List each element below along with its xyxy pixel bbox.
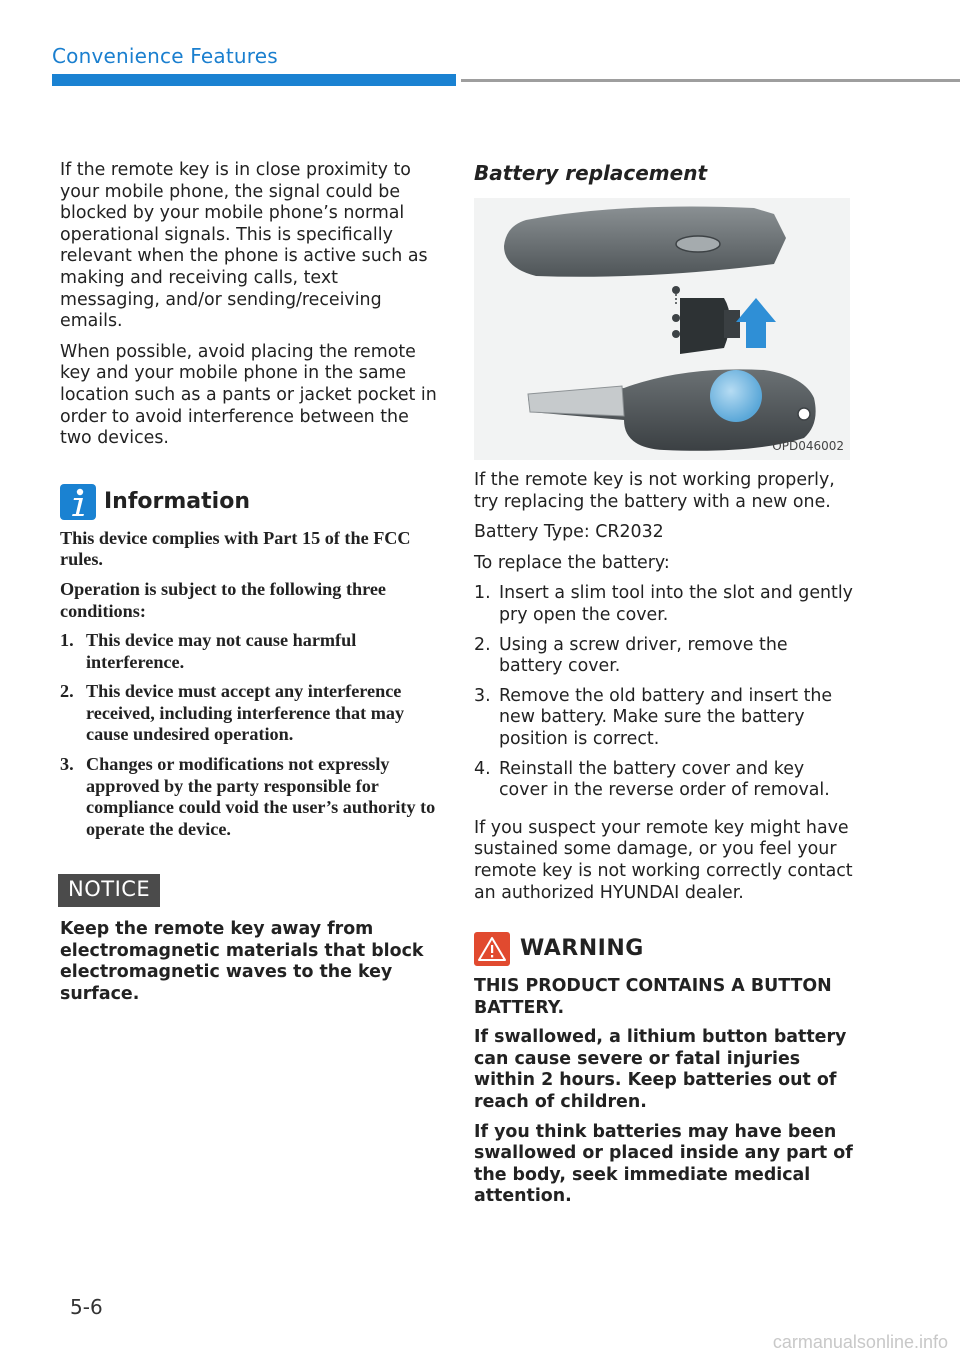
warning-heading xyxy=(474,932,856,966)
left-column xyxy=(60,160,438,1005)
paragraph-proximity: If the remote key is in close proximity to your mobile phone, the signal could be blocked by your mobile phone’s normal operational signals. This is specifically relevant when the phone is active such as making and receiving calls, text messaging, and/or sending/receiving emails. xyxy=(60,160,428,332)
warning-line-medical: If you think batteries may have been swallowed or placed inside any part of the body, seek immediate medical attention. xyxy=(474,1121,853,1207)
notice-text: Keep the remote key away from electromagnetic materials that block electromagnetic waves to the key surface. xyxy=(60,919,424,1004)
watermark: carmanualsonline.info xyxy=(772,1332,948,1352)
right-column xyxy=(474,160,856,1216)
notice-badge: NOTICE xyxy=(58,874,160,907)
information-title: Information xyxy=(104,488,250,514)
paragraph-not-working: If the remote key is not working properly, try replacing the battery with a new one. xyxy=(474,470,835,512)
information-heading xyxy=(60,484,438,520)
steps-intro: To replace the battery: xyxy=(474,552,670,573)
list-item: 3. Changes or modifications not expressly approved by the party responsible for compliance could void the user’s authority to operate the device. xyxy=(60,754,436,839)
warning-line-battery: THIS PRODUCT CONTAINS A BUTTON BATTERY. xyxy=(474,976,832,1018)
header-divider-line xyxy=(461,79,960,82)
list-item: 4. Reinstall the battery cover and key cover in the reverse order of removal. xyxy=(474,758,830,801)
battery-type: Battery Type: CR2032 xyxy=(474,522,664,543)
battery-replacement-figure xyxy=(474,198,850,460)
list-item: 2. Using a screw driver, remove the battery cover. xyxy=(474,634,788,677)
information-icon xyxy=(60,484,96,520)
figure-caption: OPD046002 xyxy=(772,439,844,454)
information-body xyxy=(60,528,438,841)
warning-icon xyxy=(474,932,510,966)
fcc-conditions-intro: Operation is subject to the following three conditions: xyxy=(60,578,386,621)
section-header-title: Convenience Features xyxy=(52,44,278,68)
remote-key-illustration xyxy=(474,198,850,460)
header-accent-bar xyxy=(52,74,456,86)
list-item: 1. Insert a slim tool into the slot and gently pry open the cover. xyxy=(474,583,853,625)
fcc-compliance-text: This device complies with Part 15 of the FCC rules. xyxy=(60,527,411,570)
list-item: 2. This device must accept any interference received, including interference that may cause undesired operation. xyxy=(60,681,405,745)
battery-replacement-title: Battery replacement xyxy=(474,161,708,185)
list-item: 1. This device may not cause harmful interference. xyxy=(60,630,357,672)
paragraph-avoid-placement: When possible, avoid placing the remote key and your mobile phone in the same location such as a pants or jacket pocket in order to avoid interference between the two devices. xyxy=(60,341,437,449)
warning-body xyxy=(474,976,856,1208)
page-number: 5-6 xyxy=(70,1295,103,1319)
list-item: 3. Remove the old battery and insert the new battery. Make sure the battery position is correct. xyxy=(474,685,833,749)
battery-replacement-steps xyxy=(474,583,856,801)
warning-line-swallowed: If swallowed, a lithium button battery can cause severe or fatal injuries within 2 hours. Keep batteries out of reach of children. xyxy=(474,1027,847,1113)
paragraph-suspect-damage: If you suspect your remote key might have sustained some damage, or you feel your remote key is not working correctly contact an authorized HYUNDAI dealer. xyxy=(474,817,853,903)
fcc-conditions-list xyxy=(60,630,438,840)
warning-title: WARNING xyxy=(520,936,644,962)
